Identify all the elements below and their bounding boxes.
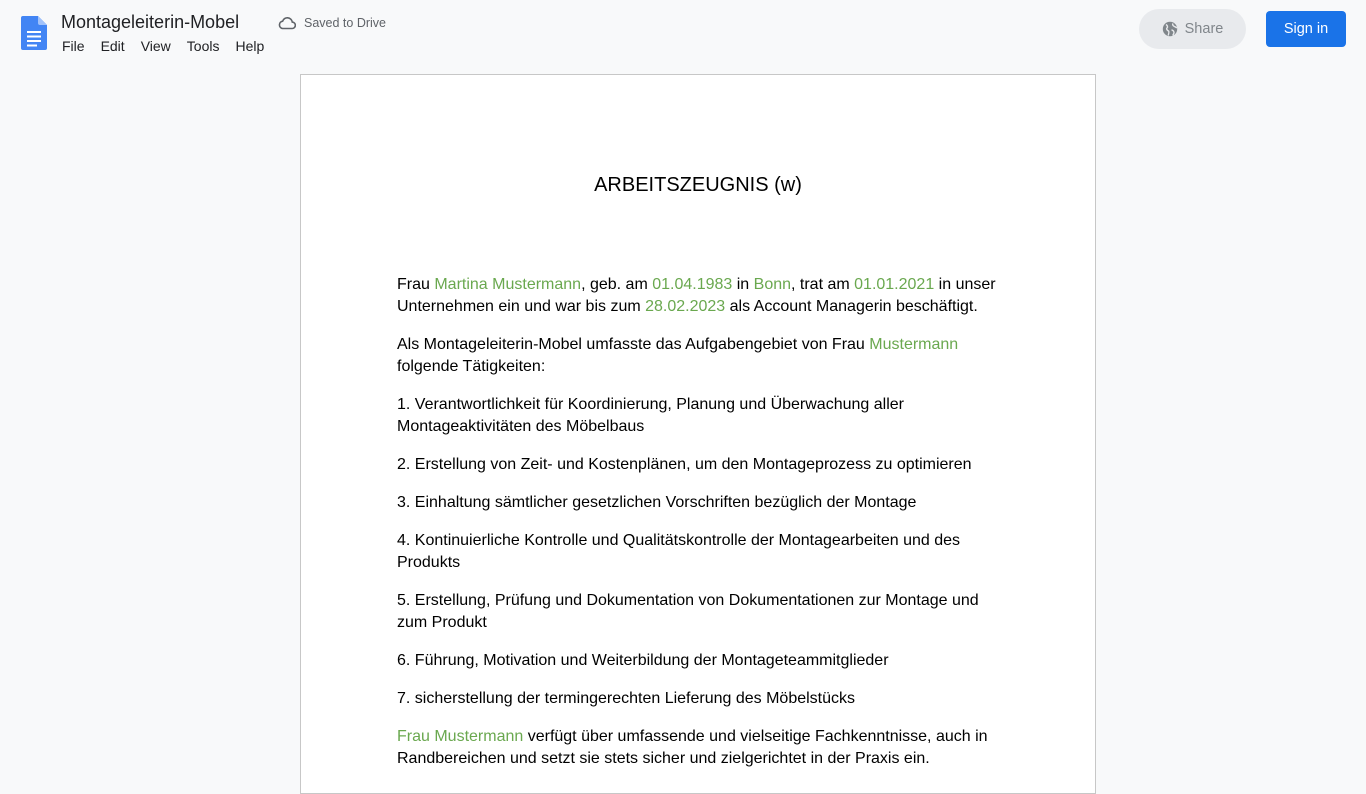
employee-name: Martina Mustermann — [434, 276, 582, 293]
save-status-label: Saved to Drive — [304, 16, 386, 30]
menu-tools[interactable]: Tools — [186, 38, 220, 54]
menu-bar — [54, 36, 272, 56]
globe-icon — [1162, 21, 1178, 37]
sign-in-button[interactable]: Sign in — [1266, 11, 1346, 47]
intro-text: in — [732, 276, 754, 293]
tasks-intro-text: folgende Tätigkeiten: — [397, 358, 546, 375]
top-bar — [0, 0, 1366, 64]
intro-text: , trat am — [791, 276, 855, 293]
task-item: 2. Erstellung von Zeit- und Kostenplänen, um den Montageprozess zu optimieren — [397, 456, 972, 473]
menu-file[interactable]: File — [62, 38, 85, 54]
share-button[interactable] — [1139, 9, 1246, 49]
intro-text: Frau — [397, 276, 435, 293]
birth-date: 01.04.1983 — [652, 276, 733, 293]
task-item: 5. Erstellung, Prüfung und Dokumentation von Dokumentationen zur Montage und zum Produkt — [397, 592, 979, 631]
menu-edit[interactable]: Edit — [100, 38, 125, 54]
start-date: 01.01.2021 — [854, 276, 935, 293]
task-item: 7. sicherstellung der termingerechten Lieferung des Möbelstücks — [397, 690, 856, 707]
document-body — [397, 274, 1001, 786]
closing-paragraph — [397, 726, 1001, 770]
task-item: 1. Verantwortlichkeit für Koordinierung, Planung und Überwachung aller Montageaktivitäten des Möbelbaus — [397, 396, 904, 435]
tasks-intro-text: Als Montageleiterin-Mobel umfasste das Aufgabengebiet von Frau — [397, 336, 870, 353]
intro-text: als Account Managerin beschäftigt. — [725, 298, 978, 315]
employee-name: Frau Mustermann — [397, 728, 524, 745]
task-item: 6. Führung, Motivation und Weiterbildung der Montageteammitglieder — [397, 652, 889, 669]
closing-text: verfügt über umfassende und vielseitige Fachkenntnisse, auch in Randbereichen und setzt sie stets sicher und zielgerichtet in der Praxis ein. — [397, 728, 988, 767]
birth-place: Bonn — [753, 276, 792, 293]
document-page[interactable] — [300, 74, 1096, 794]
task-item: 3. Einhaltung sämtlicher gesetzlichen Vorschriften bezüglich der Montage — [397, 494, 917, 511]
google-docs-logo-icon[interactable] — [21, 16, 47, 50]
intro-paragraph — [397, 274, 1001, 318]
document-title[interactable]: Montageleiterin-Mobel — [61, 12, 240, 32]
employee-surname: Mustermann — [869, 336, 959, 353]
intro-text: in unser Unternehmen ein und war bis zum — [397, 276, 996, 315]
cloud-done-icon — [278, 16, 296, 30]
end-date: 28.02.2023 — [645, 298, 726, 315]
save-status[interactable] — [278, 13, 386, 33]
intro-text: , geb. am — [581, 276, 653, 293]
tasks-intro-paragraph — [397, 334, 1001, 378]
share-label: Share — [1184, 21, 1224, 37]
menu-view[interactable]: View — [140, 38, 171, 54]
document-heading: ARBEITSZEUGNIS (w) — [594, 174, 802, 196]
menu-help[interactable]: Help — [235, 38, 265, 54]
task-item: 4. Kontinuierliche Kontrolle und Qualitätskontrolle der Montagearbeiten und des Produkts — [397, 532, 961, 571]
